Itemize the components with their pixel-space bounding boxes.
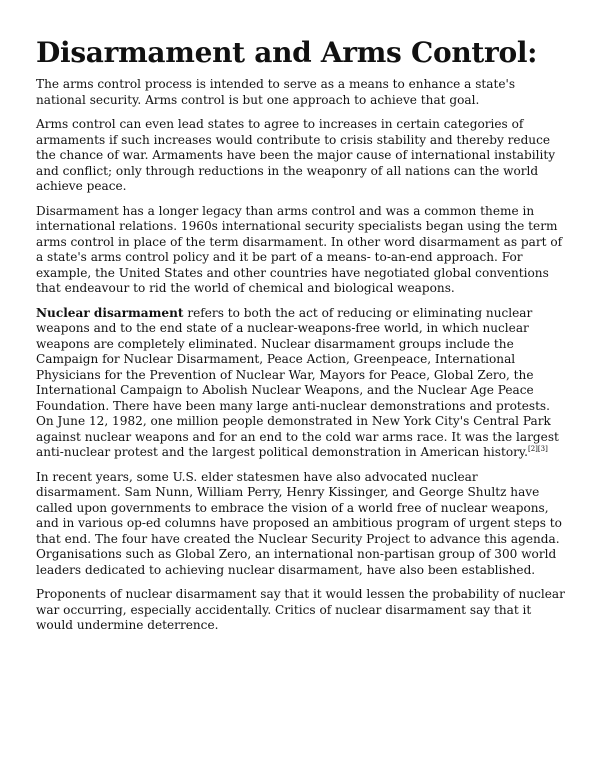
- paragraph-text: Proponents of nuclear disarmament say that it would lessen the probability of nuclear war occurring, especially accidentally. Critics of nuclear disarmament say that it would undermine deterrence.: [36, 587, 565, 632]
- paragraph-elder-statesmen: [36, 470, 566, 579]
- paragraph-text: refers to both the act of reducing or eliminating nuclear weapons and to the end state of a nuclear-weapons-free world, in which nuclear weapons are completely eliminated. Nuclear disarmament groups include the Campaign for Nuclear Disarmament, Peace Action, Greenpeace, International Physicians for the Prevention of Nuclear War, Mayors for Peace, Global Zero, the International Campaign to Abolish Nuclear Weapons, and the Nuclear Age Peace Foundation. There have been many large anti-nuclear demonstrations and protests. On June 12, 1982, one million people demonstrated in New York City's Central Park against nuclear weapons and for an end to the cold war arms race. It was the largest anti-nuclear protest and the largest political demonstration in American history.: [36, 305, 559, 459]
- paragraph-text: In recent years, some U.S. elder statesmen have also advocated nuclear disarmament. Sam Nunn, William Perry, Henry Kissinger, and George Shultz have called upon governments to embrace the vision of a world free of nuclear weapons, and in various op-ed columns have proposed an ambitious program of urgent steps to that end. The four have created the Nuclear Security Project to advance this agenda. Organisations such as Global Zero, an international non-partisan group of 300 world leaders dedicated to achieving nuclear disarmament, have also been established.: [36, 469, 562, 577]
- paragraph-arms-control-stability: [36, 117, 566, 195]
- paragraph-arms-control-intro: [36, 77, 566, 108]
- reference-superscript: [2][3]: [527, 444, 548, 453]
- paragraph-proponents-critics: [36, 587, 566, 634]
- document-page: [36, 38, 566, 643]
- paragraph-text: Arms control can even lead states to agree to increases in certain categories of armaments if such increases would contribute to crisis stability and thereby reduce the chance of war. Armaments have been the major cause of international instability and conflict; only through reductions in the weaponry of all nations can the world achieve peace.: [36, 117, 556, 193]
- page-title: Disarmament and Arms Control:: [36, 36, 538, 69]
- paragraph-disarmament-legacy: [36, 204, 566, 297]
- paragraph-text: Disarmament has a longer legacy than arms control and was a common theme in international relations. 1960s international security specialists began using the term arms control in place of the term disarmament. In other word disarmament as part of a state's arms control policy and it be part of a means- to-an-end approach. For example, the United States and other countries have negotiated global conventions that endeavour to rid the world of chemical and biological weapons.: [36, 203, 563, 295]
- nuclear-disarmament-lead: Nuclear disarmament: [36, 305, 184, 320]
- paragraph-text: The arms control process is intended to serve as a means to enhance a state's national security. Arms control is but one approach to achieve that goal.: [36, 77, 516, 107]
- paragraph-nuclear-disarmament: [36, 306, 566, 461]
